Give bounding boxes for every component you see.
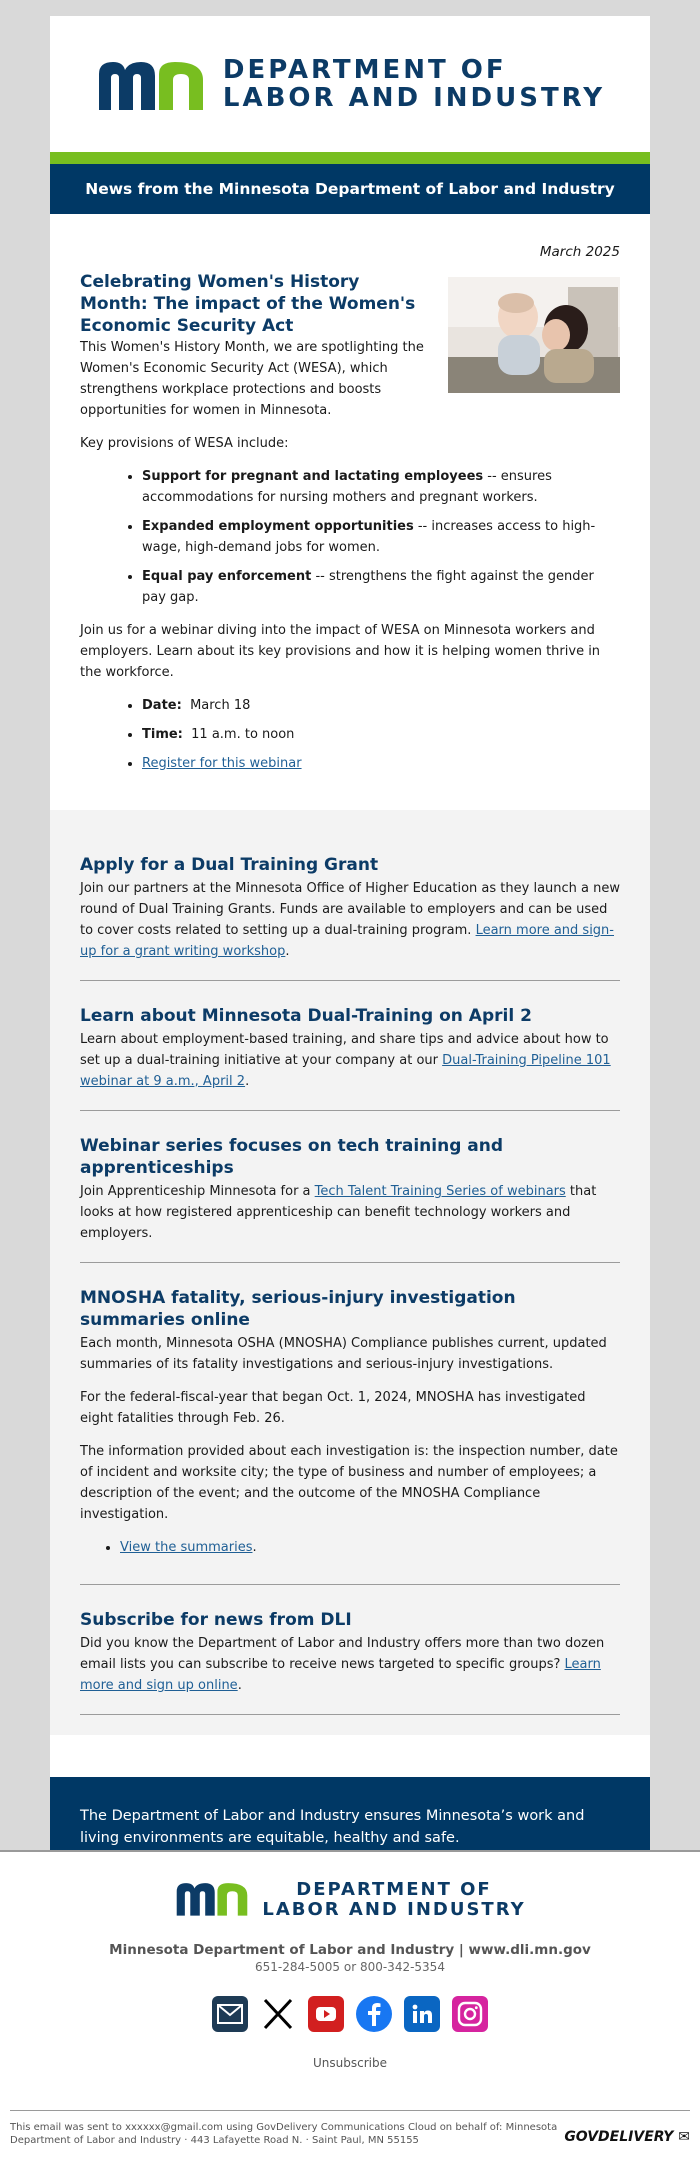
provision-bold: Expanded employment opportunities — [142, 519, 414, 534]
article-title: Learn about Minnesota Dual-Training on April 2 — [80, 1006, 532, 1026]
legal-text: This email was sent to xxxxxx@gmail.com using GovDelivery Communications Cloud on behalf of: Minnesota Department of Labor and Industry · 443 Lafayette Road N. · Saint Paul, MN 55155 — [10, 2122, 558, 2146]
mn-logo-icon — [95, 58, 207, 110]
view-summaries-link[interactable]: View the summaries — [120, 1540, 253, 1555]
list-item — [142, 695, 620, 716]
dli-logo[interactable] — [95, 56, 605, 112]
article-dual-grant — [80, 854, 620, 981]
news-banner: News from the Minnesota Department of Labor and Industry — [50, 164, 650, 214]
webinar-text: Join us for a webinar diving into the impact of WESA on Minnesota workers and employers. Learn about its key provisions and how it is helping women thrive in the workforce. — [80, 623, 601, 680]
subscribe-link[interactable]: Learn more and sign up online — [80, 1657, 601, 1693]
list-item — [142, 466, 620, 508]
header-logo-area — [50, 16, 650, 152]
pipeline-webinar-link[interactable]: Dual-Training Pipeline 101 webinar at 9 a.m., April 2 — [80, 1053, 611, 1089]
provision-text: -- ensures accommodations for nursing mothers and pregnant workers. — [142, 469, 552, 505]
green-accent-bar — [50, 152, 650, 164]
logo-line-1: DEPARTMENT OF — [222, 55, 507, 85]
grant-workshop-link[interactable]: Learn more and sign-up for a grant writing workshop — [80, 923, 614, 959]
feature-section — [50, 214, 650, 810]
article-tech — [80, 1135, 620, 1263]
article-dual-pipeline — [80, 1005, 620, 1111]
phone-line: 651-284-5005 or 800-342-5354 — [255, 1960, 445, 1974]
punct: . — [252, 1540, 257, 1555]
list-item — [142, 566, 620, 608]
list-item — [120, 1537, 620, 1558]
provisions-intro: Key provisions of WESA include: — [80, 436, 289, 451]
footer-logo[interactable] — [0, 1852, 700, 1920]
article-title: Webinar series focuses on tech training and apprenticeships — [80, 1136, 504, 1178]
provision-bold: Equal pay enforcement — [142, 569, 312, 584]
punct: . — [285, 944, 290, 959]
article-text: Each month, Minnesota OSHA (MNOSHA) Compliance publishes current, updated summaries of its fatality investigations and serious-injury investigations. — [80, 1336, 607, 1372]
footer — [0, 1850, 700, 2165]
article-title: MNOSHA fatality, serious-injury investigation summaries online — [80, 1288, 516, 1330]
footer-logo-text — [262, 1880, 525, 1920]
news-section — [50, 810, 650, 1735]
date-value: March 18 — [190, 698, 251, 713]
article-subscribe — [80, 1609, 620, 1715]
article-text: that looks at how registered apprenticeship can benefit technology workers and employers. — [80, 1184, 597, 1241]
article-mnosha — [80, 1287, 620, 1585]
logo-line-2: LABOR AND INDUSTRY — [262, 1899, 526, 1920]
mission-statement: The Department of Labor and Industry ensures Minnesota’s work and living environments are equitable, healthy and safe. — [50, 1777, 650, 1893]
provision-text: -- increases access to high-wage, high-demand jobs for women. — [142, 519, 596, 555]
org-line: Minnesota Department of Labor and Industry | www.dli.mn.gov — [109, 1942, 591, 1958]
webinar-details — [80, 695, 620, 774]
punct: . — [237, 1678, 242, 1693]
instagram-icon[interactable] — [452, 1996, 488, 2032]
time-label: Time: — [142, 727, 183, 742]
provision-bold: Support for pregnant and lactating employees — [142, 469, 484, 484]
list-item — [142, 753, 620, 774]
date-label: Date: — [142, 698, 182, 713]
punct: . — [245, 1074, 250, 1089]
unsubscribe-link[interactable]: Unsubscribe — [313, 2056, 387, 2070]
logo-text — [223, 56, 605, 112]
x-icon[interactable] — [260, 1996, 296, 2032]
list-item — [142, 516, 620, 558]
register-link[interactable]: Register for this webinar — [142, 756, 302, 771]
article-text: Join our partners at the Minnesota Office of Higher Education as they launch a new round of Dual Training Grants. Funds are available to employers and can be used to cover costs related to setting up a dual-training program. — [80, 881, 621, 938]
tech-series-link[interactable]: Tech Talent Training Series of webinars — [314, 1184, 566, 1199]
mother-baby-photo — [448, 277, 620, 393]
time-value: 11 a.m. to noon — [191, 727, 295, 742]
article-text: Did you know the Department of Labor and Industry offers more than two dozen email lists you can subscribe to receive news targeted to specific groups? — [80, 1636, 605, 1672]
provisions-list — [80, 466, 620, 608]
facebook-icon[interactable] — [356, 1996, 392, 2032]
youtube-icon[interactable] — [308, 1996, 344, 2032]
social-links — [0, 1996, 700, 2032]
feature-intro: This Women's History Month, we are spotlighting the Women's Economic Security Act (WESA), which strengthens workplace protections and boosts opportunities for women in Minnesota. — [80, 340, 424, 418]
summaries-list — [80, 1537, 620, 1558]
logo-line-1: DEPARTMENT OF — [296, 1879, 492, 1900]
mn-logo-icon — [174, 1880, 250, 1916]
newsletter-card — [50, 16, 650, 1846]
logo-line-2: LABOR AND INDUSTRY — [222, 83, 606, 113]
email-icon[interactable] — [212, 1996, 248, 2032]
govdelivery-label: GOVDELIVERY — [564, 2129, 674, 2145]
article-text: Learn about employment-based training, and share tips and advice about how to set up a dual-training initiative at your company at our — [80, 1032, 609, 1068]
article-title: Subscribe for news from DLI — [80, 1610, 352, 1630]
article-text: Join Apprenticeship Minnesota for a — [80, 1184, 315, 1199]
govdelivery-logo[interactable] — [564, 2121, 690, 2147]
list-item — [142, 724, 620, 745]
legal-bar — [10, 2110, 690, 2147]
feature-title: Celebrating Women's History Month: The impact of the Women's Economic Security Act — [80, 272, 416, 336]
article-text: The information provided about each investigation is: the inspection number, date of incident and worksite city; the type of business and number of employees; a description of the event; and the outcome of the MNOSHA Compliance investigation. — [80, 1444, 618, 1522]
article-title: Apply for a Dual Training Grant — [80, 855, 379, 875]
linkedin-icon[interactable] — [404, 1996, 440, 2032]
issue-date: March 2025 — [539, 244, 620, 260]
envelope-icon: ✉ — [678, 2129, 690, 2145]
article-text: For the federal-fiscal-year that began Oct. 1, 2024, MNOSHA has investigated eight fatalities through Feb. 26. — [80, 1390, 586, 1426]
provision-text: -- strengthens the fight against the gender pay gap. — [142, 569, 594, 605]
